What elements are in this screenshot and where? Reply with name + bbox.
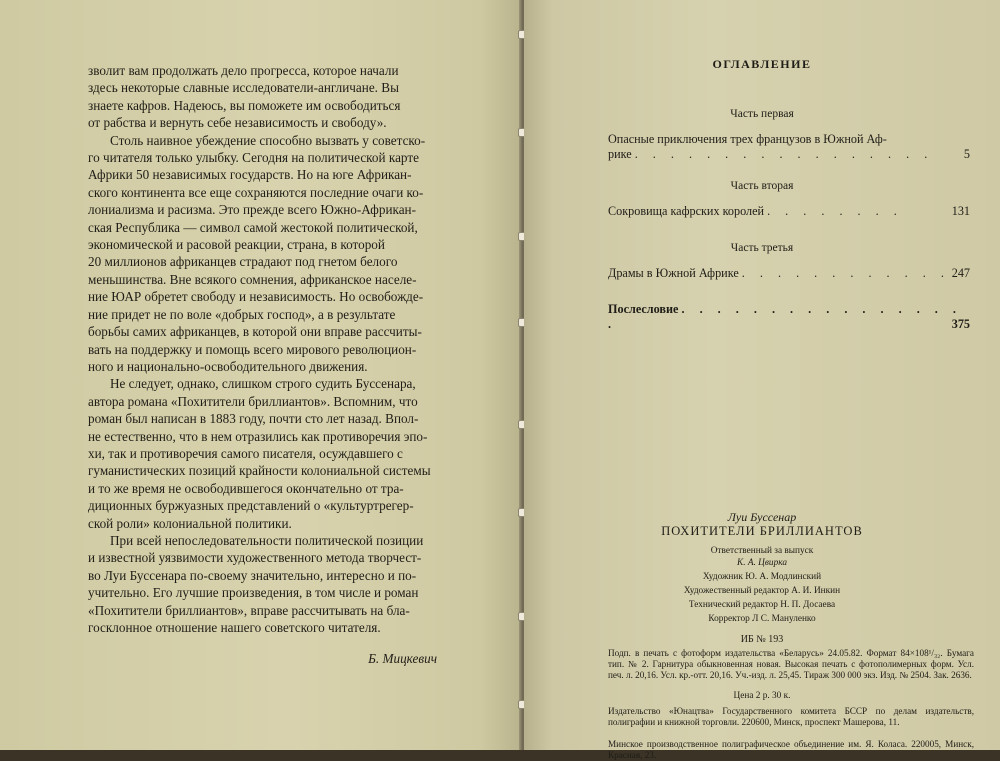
toc-entry: Сокровища кафрских королей . . . . . . . . 131 — [608, 204, 970, 218]
text-line: борьбы самих африканцев, в которой они вправе рассчиты- — [88, 324, 422, 340]
text-line: здесь некоторые славные исследователи-англичане. Вы — [88, 80, 399, 96]
toc-page-number: 5 — [963, 147, 970, 161]
toc-page-number: 131 — [951, 204, 970, 218]
imprint-printer: Минское производственное полиграфическое объединение им. Я. Коласа. 220005, Минск, Красная, 23. — [608, 739, 974, 760]
toc-page-number: 247 — [951, 266, 970, 280]
text-line: во Луи Буссенара по-своему значительно, интересно и по- — [88, 567, 417, 583]
text-line: ного и национально-освободительного движения. — [88, 358, 368, 374]
imprint-author: Луи Буссенар — [727, 510, 797, 524]
text-line: и известной уязвимости художественного метода творчест- — [88, 550, 422, 566]
text-line: гуманистических позиций крайности колониальной системы — [88, 463, 431, 479]
toc-entry: Драмы в Южной Африке . . . . . . . . . . . . 247 — [608, 266, 970, 280]
toc-entry-title: Опасные приключения трех французов в Южной Аф- — [608, 132, 887, 146]
text-line: го читателя только улыбку. Сегодня на политической карте — [88, 150, 419, 166]
text-line: меньшинства. Вне всякого сомнения, африканское населе- — [88, 271, 417, 287]
text-line: ской роли» колониальной политики. — [88, 515, 292, 531]
text-line: 20 миллионов африканцев страдают под гнетом белого — [88, 254, 398, 270]
text-line: экономической и расовой реакции, страна, в которой — [88, 237, 385, 253]
part-label: Часть третья — [730, 242, 794, 254]
text-line: лониализма и расизма. Это прежде всего Южно-Африкан- — [88, 202, 417, 218]
imprint-tech-editor: Технический редактор Н. П. Досаева — [688, 600, 836, 610]
imprint-artist: Художник Ю. А. Модлинский — [702, 572, 822, 582]
toc-entry: Послесловие . . . . . . . . . . . . . . . . . 375 — [608, 302, 970, 331]
text-line: ние придет не по воле «добрых господ», а в результате — [88, 306, 396, 322]
imprint-book-title: ПОХИТИТЕЛИ БРИЛЛИАНТОВ — [661, 524, 863, 538]
text-line: ского континента все еще сохраняются последние очаги ко- — [88, 184, 424, 200]
text-line: автора романа «Похитители бриллиантов». Вспомним, что — [88, 393, 418, 409]
imprint-publisher: Издательство «Юнацтва» Государственного комитета БССР по делам издательств, полиграфии и книжной торговли. 220600, Минск, проспект Машерова, 11. — [608, 706, 974, 727]
imprint-price: Цена 2 р. 30 к. — [733, 691, 791, 701]
text-line: Африки 50 независимых государств. Но на юге Африкан- — [88, 167, 412, 183]
right-page — [524, 0, 1000, 760]
text-line: Столь наивное убеждение способно вызвать у советско- — [110, 132, 426, 148]
text-line: диционных буржуазных представлений о «культуртрегер- — [88, 498, 414, 514]
imprint-responsible: Ответственный за выпуск — [710, 546, 814, 556]
imprint-corrector: Корректор Л С. Мануленко — [708, 614, 816, 624]
imprint-print-details: Подп. в печать с фотоформ издательства «Беларусь» 24.05.82. Формат 84×108¹/₃₂. Бумага тип. № 2. Гарнитура обыкновенная новая. Высокая печать с фотополимерных форм. Усл. печ. л. 20,16. Усл. кр.-отт. 20,16. Уч.-изд. л. 25,45. Тираж 300 000 экз. Изд. № 2504. Зак. 2636. — [608, 648, 974, 680]
part-label: Часть вторая — [730, 180, 794, 192]
text-line: учительно. Его лучшие произведения, в том числе и роман — [88, 585, 419, 601]
toc-page-number: 375 — [951, 317, 970, 331]
text-line: роман был написан в 1883 году, почти сто лет назад. Впол- — [88, 411, 419, 427]
toc-entry-title: рике . . . . . . . . . . . . . . . . . — [608, 147, 934, 161]
text-line: и то же время не освободившегося окончательно от тра- — [88, 480, 404, 496]
author-signature: Б. Мицкевич — [368, 651, 437, 667]
toc-entry-title: Драмы в Южной Африке — [608, 266, 739, 280]
toc-entry — [608, 132, 970, 162]
imprint-ib-number: ИБ № 193 — [740, 634, 784, 645]
text-line: ние ЮАР обретет свободу и независимость. Но освобожде- — [88, 289, 424, 305]
text-line: знаете кафров. Надеюсь, вы поможете им освободиться — [88, 97, 401, 113]
text-line: не естественно, что в нем отразились как противоречия эпо- — [88, 428, 428, 444]
text-line: вать на поддержку и помощь всего мирового революцион- — [88, 341, 417, 357]
toc-entry-title: Послесловие — [608, 302, 679, 316]
afterword-text — [88, 62, 443, 668]
part-label: Часть первая — [730, 108, 794, 120]
text-line: зволит вам продолжать дело прогресса, которое начали — [88, 63, 399, 78]
imprint-art-editor: Художественный редактор А. И. Инкин — [683, 586, 841, 596]
text-line: Не следует, однако, слишком строго судить Буссенара, — [110, 376, 416, 392]
toc-entry-title: Сокровища кафрских королей — [608, 204, 765, 218]
text-line: «Похитители бриллиантов», вправе рассчитывать на бла- — [88, 602, 410, 618]
text-line: госклонное отношение нашего советского читателя. — [88, 620, 381, 635]
imprint-responsible-name: К. А. Цвирка — [737, 558, 787, 568]
toc-title: ОГЛАВЛЕНИЕ — [712, 57, 812, 71]
text-line: ская Республика — символ самой жестокой политической, — [88, 219, 418, 235]
text-line: от рабства и вернуть себе независимость и свободу». — [88, 115, 387, 131]
text-line: При всей непоследовательности политической позиции — [110, 532, 424, 548]
text-line: хи, так и противоречия самого писателя, осуждавшего с — [88, 445, 403, 461]
